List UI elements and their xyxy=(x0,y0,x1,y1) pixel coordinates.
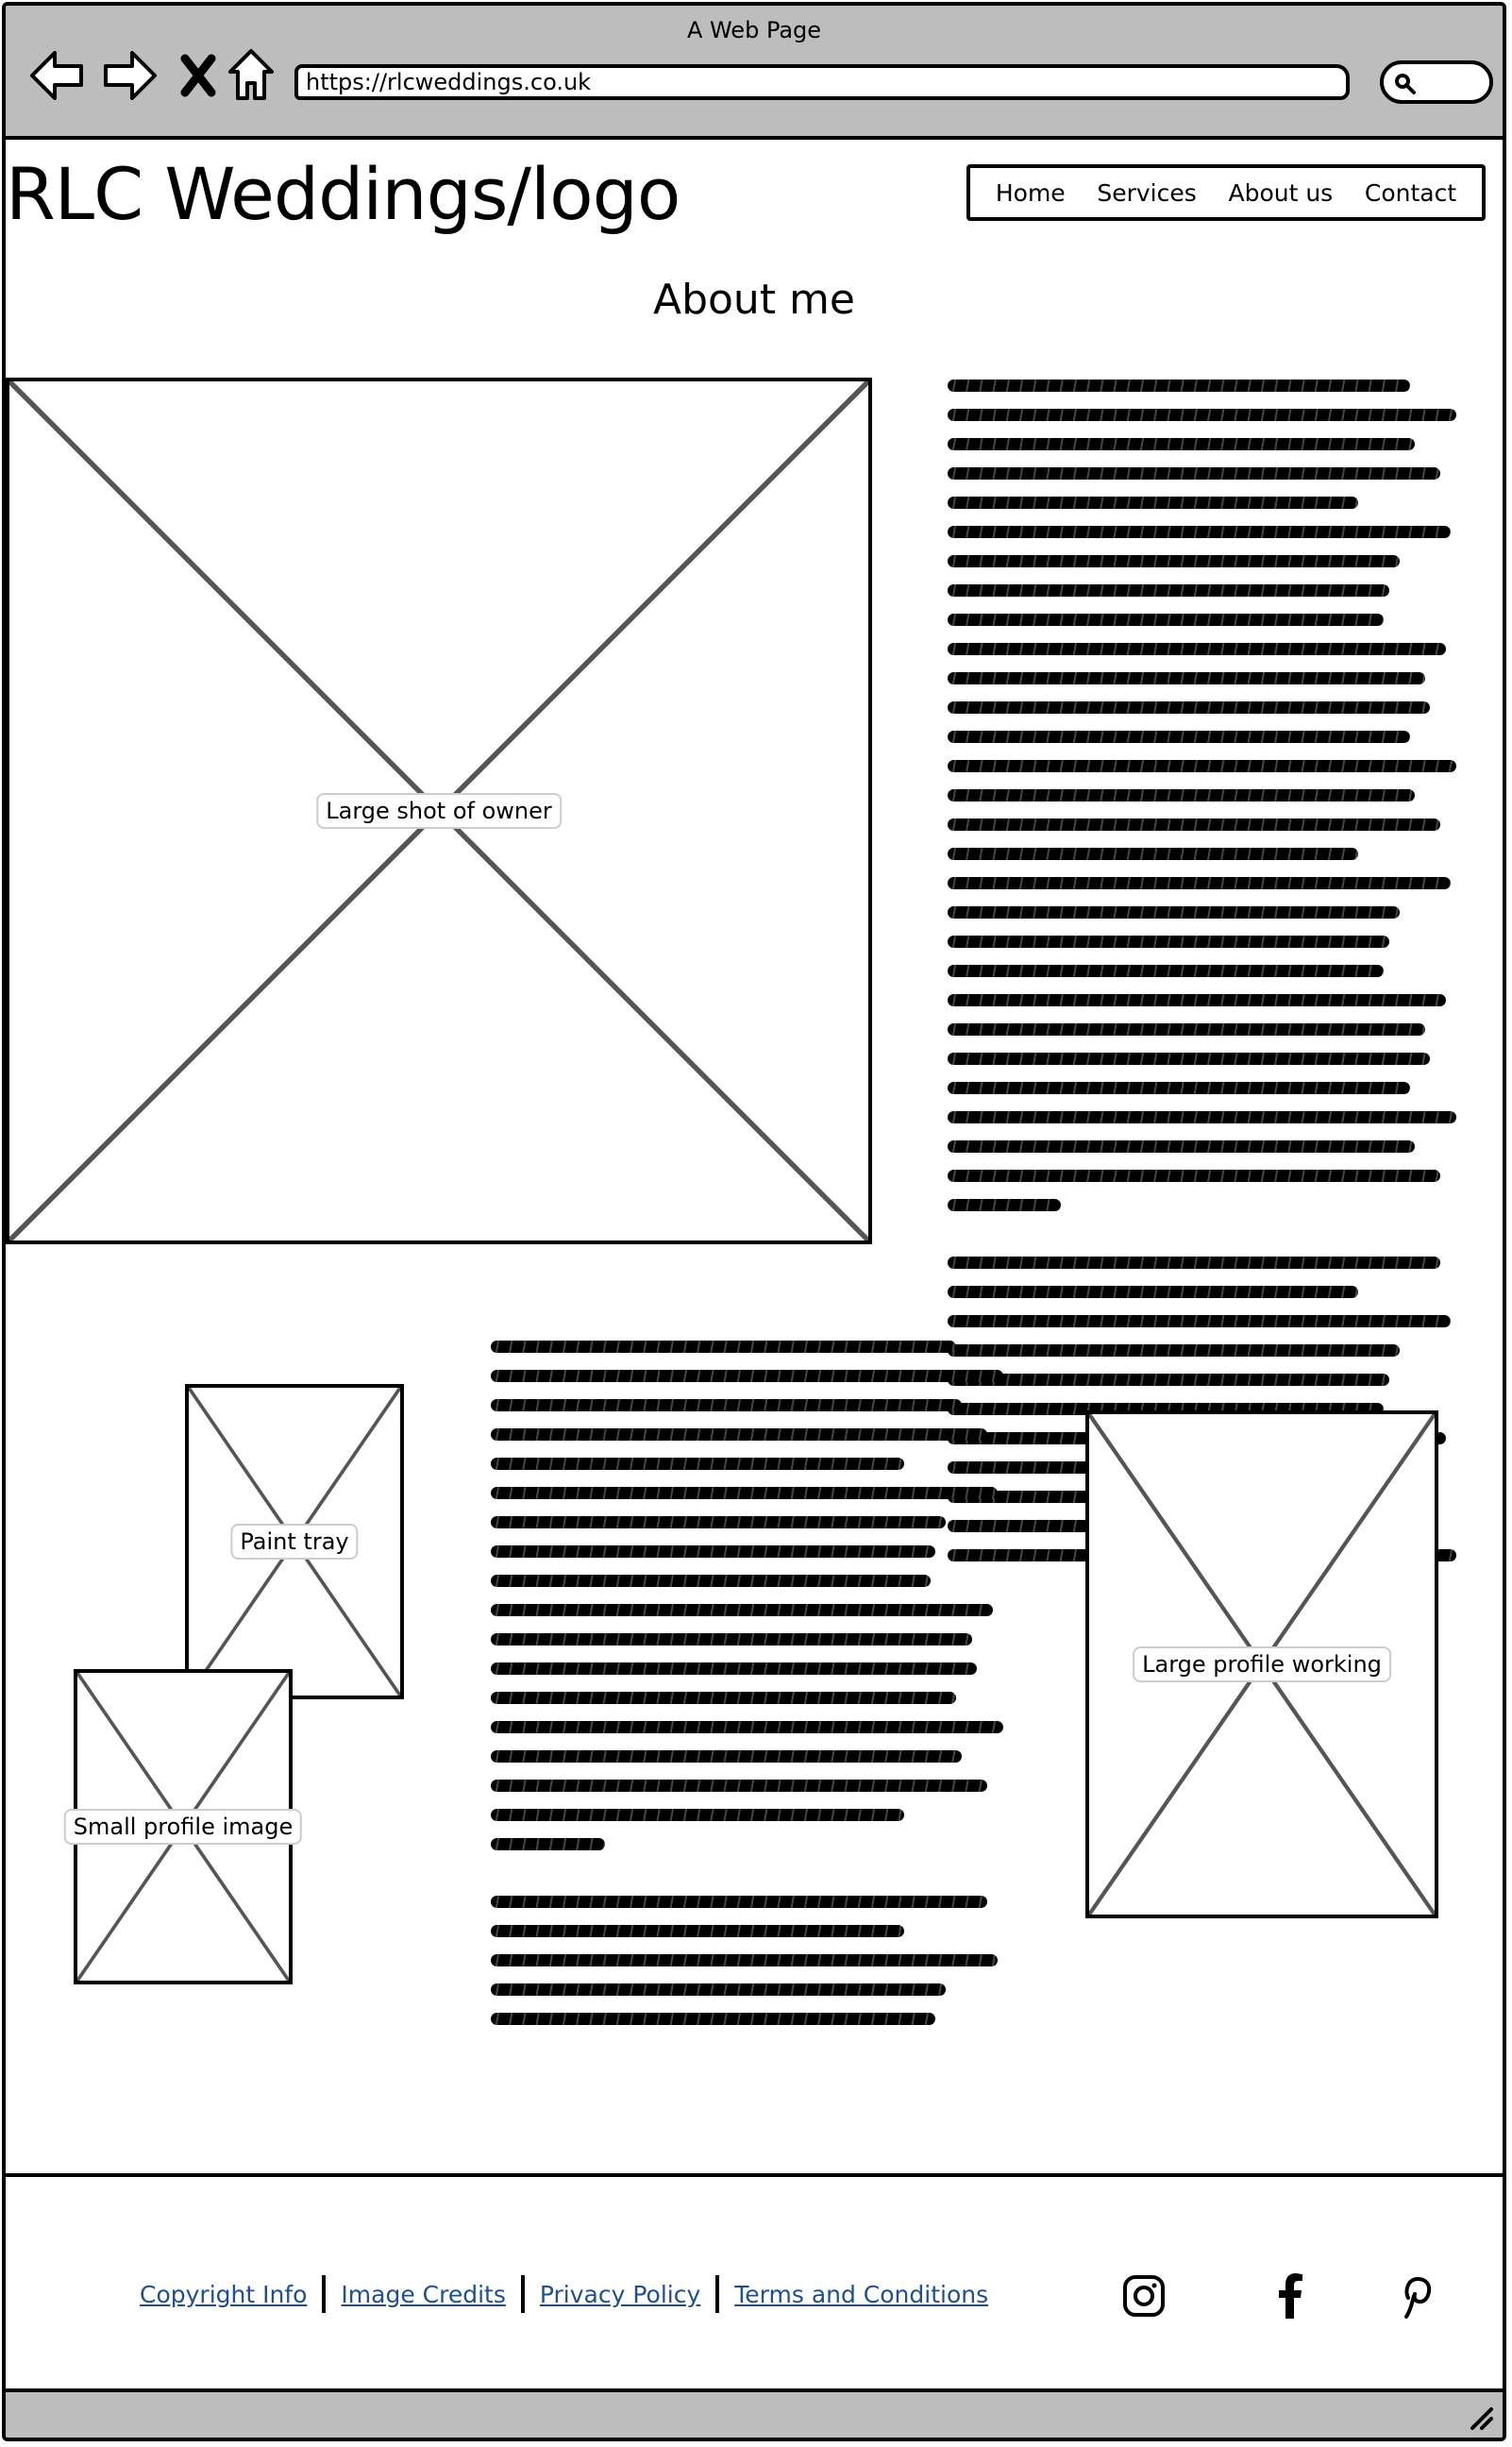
window-title: A Web Page xyxy=(686,17,822,43)
placeholder-text-line xyxy=(491,1809,904,1821)
footer-separator xyxy=(322,2275,326,2313)
placeholder-text-line xyxy=(491,1983,946,1996)
placeholder-text-line xyxy=(491,1750,962,1763)
forward-arrow-icon[interactable] xyxy=(100,45,160,106)
resize-grip-icon[interactable] xyxy=(1465,2402,1495,2432)
placeholder-text-line xyxy=(491,1604,993,1616)
site-logo[interactable]: RLC Weddings/logo xyxy=(6,152,680,236)
url-bar[interactable]: https://rlcweddings.co.uk xyxy=(294,64,1350,100)
placeholder-text-line xyxy=(948,994,1446,1006)
placeholder-text-line xyxy=(491,1399,962,1411)
close-icon[interactable] xyxy=(168,45,228,106)
facebook-icon[interactable] xyxy=(1265,2270,1318,2322)
main-navigation xyxy=(966,164,1486,221)
placeholder-text-line xyxy=(948,526,1451,538)
browser-chrome xyxy=(6,6,1503,140)
placeholder-text-line xyxy=(491,1633,972,1645)
large-profile-working-image-placeholder xyxy=(1085,1410,1438,1918)
small-profile-image-placeholder xyxy=(74,1669,293,1984)
placeholder-text-line xyxy=(491,1458,904,1470)
footer-link-copyright[interactable]: Copyright Info xyxy=(140,2280,308,2308)
placeholder-text-line xyxy=(948,1170,1440,1182)
footer-separator xyxy=(521,2275,525,2313)
placeholder-text-line xyxy=(491,1487,998,1499)
image-label: Large shot of owner xyxy=(316,793,562,829)
image-label: Paint tray xyxy=(230,1524,358,1560)
placeholder-text-line xyxy=(948,584,1389,597)
paragraph-gap xyxy=(948,1228,1461,1257)
pinterest-icon[interactable] xyxy=(1389,2270,1442,2322)
placeholder-text-line xyxy=(491,1516,946,1528)
placeholder-text-line xyxy=(491,1896,987,1908)
placeholder-text-line xyxy=(948,1023,1425,1036)
footer-separator xyxy=(715,2275,719,2313)
placeholder-text-line xyxy=(948,789,1415,802)
placeholder-text-line xyxy=(491,1341,956,1353)
browser-window xyxy=(2,2,1506,2441)
placeholder-text-line xyxy=(948,1140,1415,1153)
placeholder-text-line xyxy=(491,1370,1003,1382)
paint-tray-image-placeholder xyxy=(185,1384,404,1699)
about-text-block-2 xyxy=(491,1341,1008,2042)
placeholder-text-line xyxy=(948,1344,1400,1357)
footer-link-image-credits[interactable]: Image Credits xyxy=(341,2280,506,2308)
placeholder-text-line xyxy=(948,438,1415,450)
placeholder-text-line xyxy=(491,1721,1003,1733)
placeholder-text-line xyxy=(948,1374,1389,1386)
back-arrow-icon[interactable] xyxy=(26,45,87,106)
placeholder-text-line xyxy=(491,1838,605,1850)
placeholder-text-line xyxy=(491,1428,987,1441)
image-label: Small profile image xyxy=(64,1809,302,1845)
placeholder-text-line xyxy=(948,409,1456,421)
placeholder-text-line xyxy=(948,877,1451,889)
placeholder-text-line xyxy=(491,1662,977,1675)
footer-links xyxy=(140,2275,988,2313)
placeholder-text-line xyxy=(948,936,1389,948)
placeholder-text-line xyxy=(491,1575,931,1587)
placeholder-text-line xyxy=(491,1954,998,1966)
nav-home[interactable]: Home xyxy=(995,178,1066,207)
footer-divider xyxy=(6,2173,1503,2177)
placeholder-text-line xyxy=(491,1692,956,1704)
footer-link-privacy-policy[interactable]: Privacy Policy xyxy=(539,2280,701,2308)
placeholder-text-line xyxy=(491,1545,935,1558)
search-icon xyxy=(1393,72,1418,96)
placeholder-text-line xyxy=(948,672,1425,684)
about-text-block-1 xyxy=(948,380,1461,1578)
placeholder-text-line xyxy=(948,1053,1430,1065)
placeholder-text-line xyxy=(948,614,1384,626)
instagram-icon[interactable] xyxy=(1117,2270,1170,2322)
browser-search-field[interactable] xyxy=(1380,60,1493,104)
placeholder-text-line xyxy=(948,497,1358,509)
placeholder-text-line xyxy=(491,2013,935,2025)
placeholder-text-line xyxy=(948,1315,1451,1327)
placeholder-text-line xyxy=(948,380,1410,392)
nav-services[interactable]: Services xyxy=(1097,178,1197,207)
placeholder-text-line xyxy=(948,731,1410,743)
placeholder-text-line xyxy=(948,1082,1410,1094)
footer-link-terms[interactable]: Terms and Conditions xyxy=(734,2280,989,2308)
placeholder-text-line xyxy=(948,1111,1456,1123)
placeholder-text-line xyxy=(948,1257,1440,1269)
placeholder-text-line xyxy=(948,643,1446,655)
browser-status-bar xyxy=(6,2388,1503,2438)
placeholder-text-line xyxy=(948,1199,1061,1211)
placeholder-text-line xyxy=(948,965,1384,977)
placeholder-text-line xyxy=(948,555,1400,567)
placeholder-text-line xyxy=(948,760,1456,772)
placeholder-text-line xyxy=(948,467,1440,480)
placeholder-text-line xyxy=(948,1286,1358,1298)
placeholder-text-line xyxy=(948,701,1430,714)
placeholder-text-line xyxy=(948,906,1400,919)
placeholder-text-line xyxy=(948,848,1358,860)
placeholder-text-line xyxy=(948,818,1440,831)
placeholder-text-line xyxy=(491,1780,987,1792)
page-heading: About me xyxy=(652,276,855,324)
image-label: Large profile working xyxy=(1133,1646,1391,1682)
large-owner-image-placeholder xyxy=(6,378,872,1244)
placeholder-text-line xyxy=(491,1925,904,1937)
home-icon[interactable] xyxy=(221,45,281,106)
nav-about-us[interactable]: About us xyxy=(1228,178,1334,207)
nav-contact[interactable]: Contact xyxy=(1364,178,1457,207)
paragraph-gap xyxy=(491,1867,1008,1896)
